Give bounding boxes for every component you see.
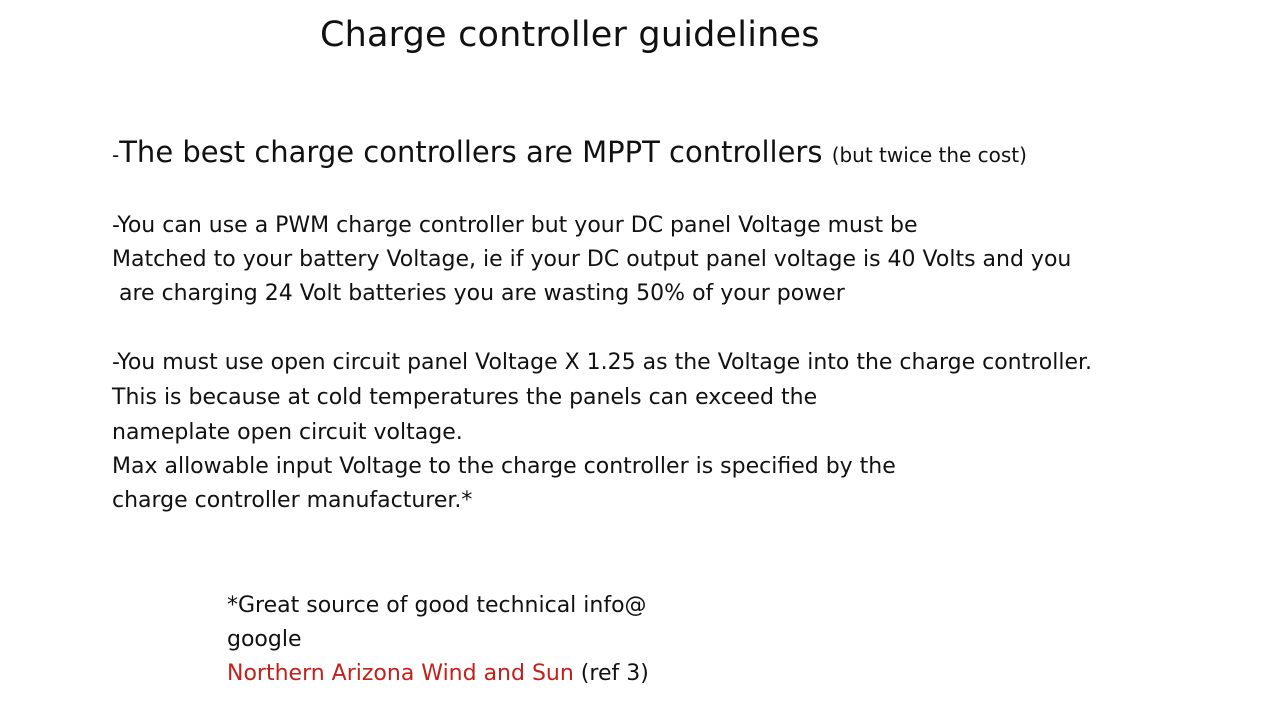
source-link[interactable]: Northern Arizona Wind and Sun bbox=[227, 661, 574, 686]
point-pwm-line-3: are charging 24 Volt batteries you are wasting 50% of your power bbox=[112, 281, 845, 306]
point-voltage-line-1: -You must use open circuit panel Voltage X 1.25 as the Voltage into the charge controller. bbox=[112, 350, 1093, 375]
slide-title: Charge controller guidelines bbox=[320, 15, 820, 55]
source-ref: (ref 3) bbox=[573, 661, 649, 686]
footnote-line-2: google bbox=[227, 627, 302, 652]
point-pwm-line-2: Matched to your battery Voltage, ie if your DC output panel voltage is 40 Volts and you bbox=[112, 247, 1072, 272]
point-mppt-main: The best charge controllers are MPPT controllers bbox=[119, 135, 823, 169]
point-voltage-line-3: nameplate open circuit voltage. bbox=[112, 420, 463, 445]
point-voltage-line-5: charge controller manufacturer.* bbox=[112, 488, 473, 513]
footnote-line-1: *Great source of good technical info@ bbox=[227, 593, 647, 618]
point-voltage-line-4: Max allowable input Voltage to the charge controller is specified by the bbox=[112, 454, 896, 479]
point-mppt-aside: (but twice the cost) bbox=[831, 143, 1027, 167]
point-mppt-dash: - bbox=[112, 143, 120, 167]
point-voltage-line-2: This is because at cold temperatures the panels can exceed the bbox=[112, 385, 818, 410]
point-mppt bbox=[112, 131, 1027, 176]
footnote-source bbox=[227, 657, 649, 691]
point-pwm-line-1: -You can use a PWM charge controller but your DC panel Voltage must be bbox=[112, 213, 918, 238]
